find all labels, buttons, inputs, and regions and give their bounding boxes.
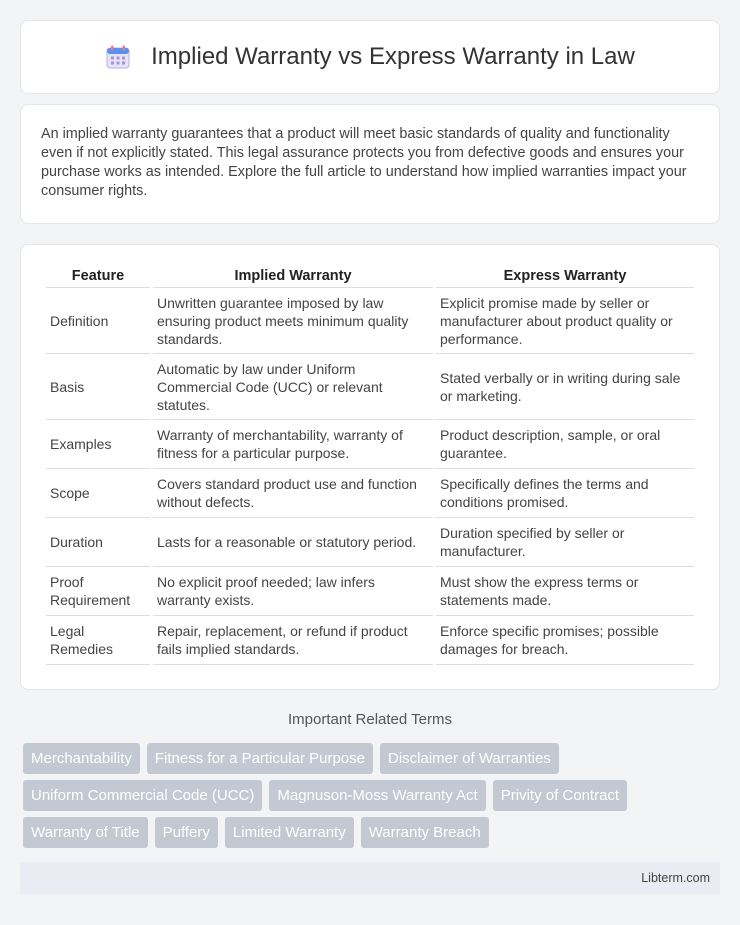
table-row xyxy=(46,420,694,469)
express-cell: Stated verbally or in writing during sale or marketing. xyxy=(436,354,694,420)
table-row xyxy=(46,354,694,420)
express-cell: Product description, sample, or oral guarantee. xyxy=(436,420,694,469)
term-tag[interactable]: Disclaimer of Warranties xyxy=(380,743,559,774)
comparison-table xyxy=(43,265,697,665)
header-card xyxy=(20,20,720,94)
implied-cell: Repair, replacement, or refund if product fails implied standards. xyxy=(153,616,433,665)
calendar-icon xyxy=(105,44,131,70)
intro-text: An implied warranty guarantees that a product will meet basic standards of quality and functionality even if not explicitly stated. This legal assurance protects you from defective goods and ensures your purchase works as intended. Explore the full article to understand how implied warranties impact your consumer rights. xyxy=(41,126,687,199)
term-tag[interactable]: Puffery xyxy=(155,817,218,848)
implied-cell: Warranty of merchantability, warranty of fitness for a particular purpose. xyxy=(153,420,433,469)
feature-cell: Scope xyxy=(46,469,150,518)
implied-cell: Unwritten guarantee imposed by law ensuring product meets minimum quality standards. xyxy=(153,288,433,354)
table-header-row xyxy=(46,265,694,288)
feature-cell: Duration xyxy=(46,518,150,567)
feature-cell: Definition xyxy=(46,288,150,354)
express-cell: Must show the express terms or statements made. xyxy=(436,567,694,616)
table-row xyxy=(46,469,694,518)
intro-card xyxy=(20,104,720,224)
term-tag[interactable]: Warranty Breach xyxy=(361,817,489,848)
footer-site-link[interactable]: Libterm.com xyxy=(641,871,710,885)
implied-cell: Lasts for a reasonable or statutory period. xyxy=(153,518,433,567)
express-cell: Explicit promise made by seller or manufacturer about product quality or performance. xyxy=(436,288,694,354)
feature-cell: Proof Requirement xyxy=(46,567,150,616)
page-title: Implied Warranty vs Express Warranty in Law xyxy=(151,43,635,70)
term-tag[interactable]: Merchantability xyxy=(23,743,140,774)
comparison-table-card xyxy=(20,244,720,690)
table-row xyxy=(46,518,694,567)
term-tag[interactable]: Privity of Contract xyxy=(493,780,627,811)
implied-cell: Covers standard product use and function without defects. xyxy=(153,469,433,518)
term-tag[interactable]: Fitness for a Particular Purpose xyxy=(147,743,373,774)
footer xyxy=(20,862,720,894)
table-row xyxy=(46,616,694,665)
feature-cell: Basis xyxy=(46,354,150,420)
express-cell: Specifically defines the terms and conditions promised. xyxy=(436,469,694,518)
implied-cell: No explicit proof needed; law infers warranty exists. xyxy=(153,567,433,616)
term-tag[interactable]: Warranty of Title xyxy=(23,817,148,848)
term-tag[interactable]: Uniform Commercial Code (UCC) xyxy=(23,780,262,811)
express-cell: Duration specified by seller or manufacturer. xyxy=(436,518,694,567)
implied-cell: Automatic by law under Uniform Commercial Code (UCC) or relevant statutes. xyxy=(153,354,433,420)
express-cell: Enforce specific promises; possible damages for breach. xyxy=(436,616,694,665)
table-row xyxy=(46,567,694,616)
feature-cell: Examples xyxy=(46,420,150,469)
table-row xyxy=(46,288,694,354)
related-terms-title: Important Related Terms xyxy=(288,711,452,728)
related-terms-list xyxy=(23,743,723,854)
term-tag[interactable]: Limited Warranty xyxy=(225,817,354,848)
header-express: Express Warranty xyxy=(436,265,694,288)
feature-cell: Legal Remedies xyxy=(46,616,150,665)
header-implied: Implied Warranty xyxy=(153,265,433,288)
term-tag[interactable]: Magnuson-Moss Warranty Act xyxy=(269,780,485,811)
header-feature: Feature xyxy=(46,265,150,288)
